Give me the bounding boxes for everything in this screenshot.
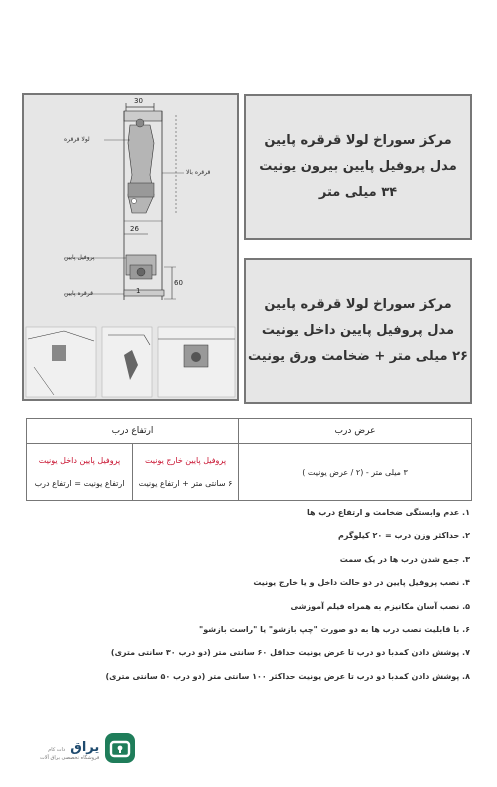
feature-item: ۵. نصب آسان مکانیزم به همراه فیلم آموزشی	[290, 601, 470, 611]
lock-icon	[105, 733, 135, 763]
label-bottom-roller: قرقره پایین	[64, 290, 93, 297]
dimension-1: 1	[136, 287, 141, 295]
info-box-outside-profile	[244, 94, 472, 240]
table-inside-title: پروفیل پایین داخل یونیت	[38, 456, 121, 465]
table-header-height: ارتفاع درب	[27, 419, 239, 444]
feature-item: ۲. حداکثر وزن درب = ۲۰ کیلوگرم	[338, 531, 470, 541]
table-header-width: عرض درب	[239, 419, 471, 444]
feature-item: ۸. پوشش دادن کمدبا دو درب تا عرض یونیت حداکثر ۱۰۰ سانتی متر (دو درب ۵۰ سانتی متری)	[105, 671, 470, 681]
dimension-26: 26	[130, 225, 139, 233]
mechanism-drawing	[24, 95, 237, 399]
table-inside-formula: ارتفاع یونیت = ارتفاع درب	[34, 479, 125, 488]
table-width-formula: ۳ میلی متر - (۲ / عرض یونیت )	[302, 467, 408, 477]
dimension-30: 30	[134, 97, 143, 105]
dimension-60: 60	[174, 279, 183, 287]
info-line: ۳۴ میلی متر	[318, 185, 398, 201]
brand-logo	[40, 733, 135, 763]
label-top-roller: قرقره بالا	[186, 169, 211, 176]
logo-text	[40, 736, 99, 761]
info-line: مرکز سوراخ لولا قرقره پایین	[264, 132, 452, 148]
label-top-hinge: لولا قرقره	[64, 136, 90, 143]
table-outside-title: پروفیل پایین خارج یونیت	[144, 456, 227, 465]
feature-item: ۳. جمع شدن درب ها در یک سمت	[339, 554, 470, 564]
feature-item: ۱. عدم وابستگی ضخامت و ارتفاع درب ها	[306, 508, 470, 517]
info-line: ۲۶ میلی متر + ضخامت ورق یونیت	[248, 349, 468, 365]
technical-diagram	[22, 93, 239, 401]
logo-subtitle: فروشگاه تخصصی یراق آلات	[40, 754, 100, 761]
table-cell-inside	[27, 444, 133, 500]
info-line: مدل پروفیل پایین داخل یونیت	[261, 322, 455, 338]
table-outside-formula: ۶ سانتی متر + ارتفاع یونیت	[138, 479, 233, 488]
info-box-inside-profile	[244, 258, 472, 404]
feature-item: ۴. نصب پروفیل پایین در دو حالت داخل و یا خارج یونیت	[253, 578, 470, 588]
info-line: مدل پروفیل پایین بیرون یونیت	[259, 158, 457, 174]
feature-item: ۶. با قابلیت نصب درب ها به دو صورت "چپ بازشو" یا "راست بازشو"	[199, 624, 470, 634]
table-cell-outside	[133, 444, 239, 500]
feature-item: ۷. پوشش دادن کمدبا دو درب تا عرض یونیت حداقل ۶۰ سانتی متر (دو درب ۳۰ سانتی متری)	[110, 648, 470, 658]
spec-table	[26, 418, 472, 501]
features-list	[106, 506, 471, 693]
logo-domain: دات کام	[48, 746, 66, 753]
logo-name: یراق	[70, 739, 100, 755]
info-line: مرکز سوراخ لولا قرقره پایین	[264, 296, 452, 312]
label-bottom-profile: پروفیل پایین	[64, 254, 95, 261]
